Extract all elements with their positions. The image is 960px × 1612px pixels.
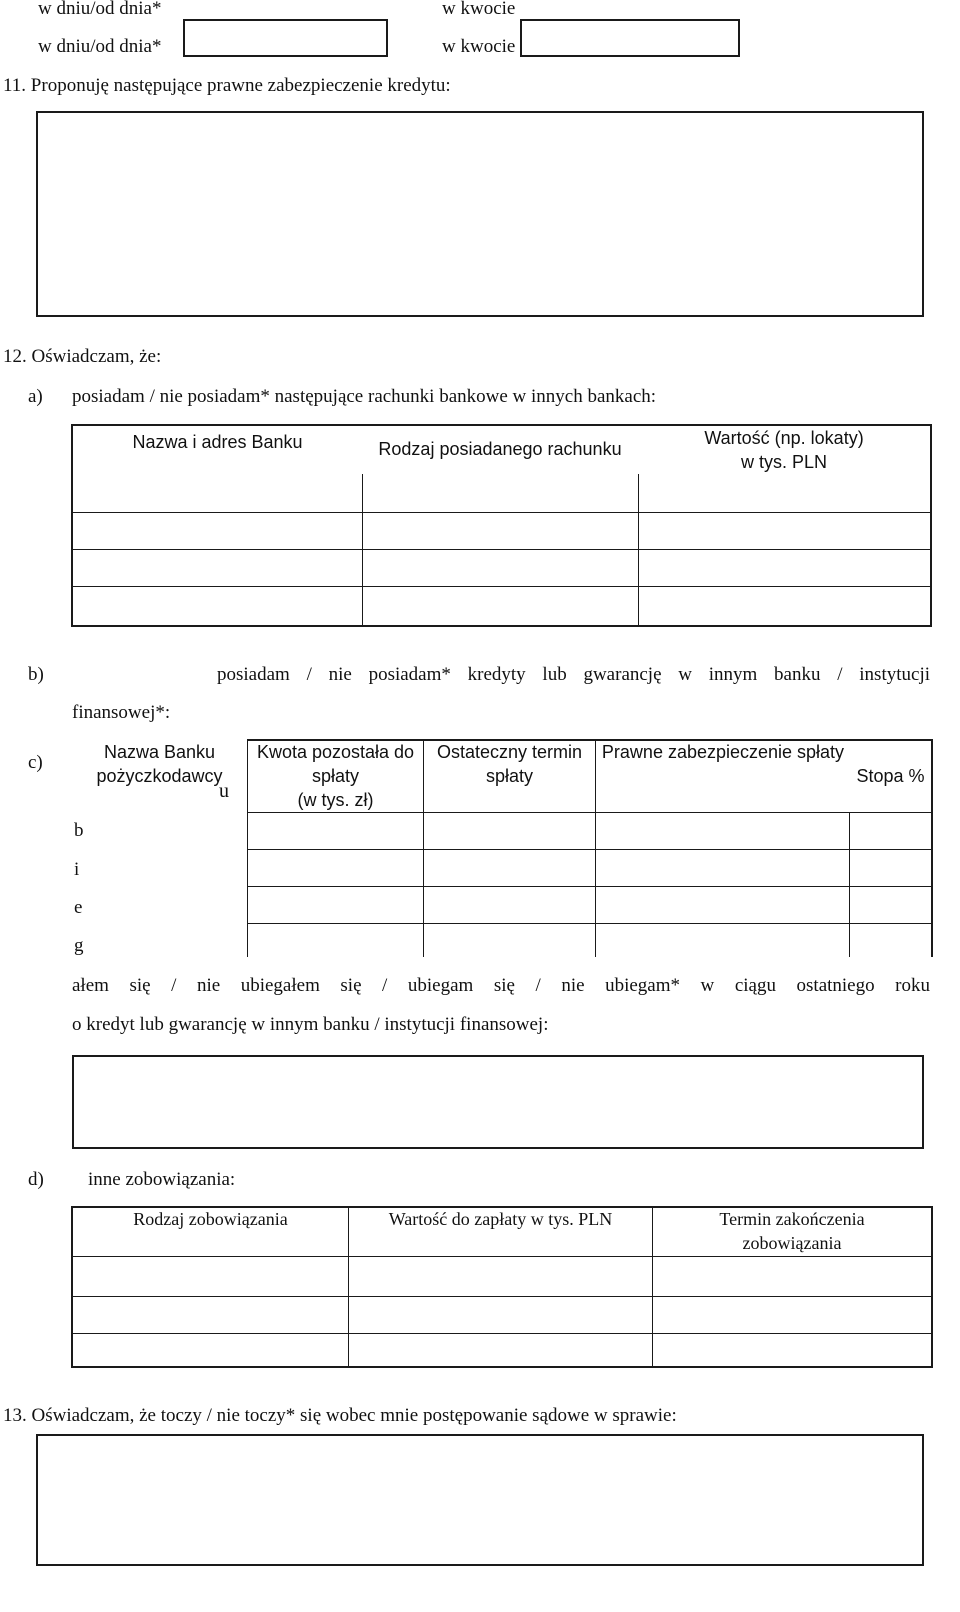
- credit-row-2-amount[interactable]: [248, 850, 423, 886]
- item-b-text: posiadam / nie posiadam* kredyty lub gwarancję w innym banku / instytucji: [217, 664, 930, 685]
- item-b-marker: b): [28, 664, 44, 685]
- header-value-unit: w tys. PLN: [740, 452, 828, 472]
- header-liability-end-2: zobowiązania: [742, 1233, 842, 1253]
- liability-row-3-value[interactable]: [349, 1334, 652, 1366]
- header-final-date: Ostateczny termin: [436, 742, 583, 762]
- header-liability-type: Rodzaj zobowiązania: [133, 1209, 288, 1229]
- account-row-2-type[interactable]: [363, 513, 638, 549]
- liability-row-3-end[interactable]: [653, 1334, 931, 1366]
- liability-row-2-end[interactable]: [653, 1297, 931, 1333]
- account-row-4-bank[interactable]: [73, 587, 362, 625]
- liability-row-2-type[interactable]: [73, 1297, 348, 1333]
- header-lender-name: Nazwa Banku: [103, 742, 216, 762]
- other-credits-textarea[interactable]: [72, 1055, 924, 1149]
- header-rate: Stopa %: [856, 766, 925, 786]
- section-13-heading: 13. Oświadczam, że toczy / nie toczy* się wobec mnie postępowanie sądowe w sprawie:: [3, 1405, 677, 1426]
- amount-field[interactable]: [520, 19, 740, 57]
- liability-row-1-type[interactable]: [73, 1257, 348, 1296]
- amount-label-2: w kwocie: [442, 36, 516, 57]
- header-security: Prawne zabezpieczenie spłaty: [601, 742, 845, 762]
- item-d-marker: d): [28, 1169, 44, 1190]
- credit-row-2-date[interactable]: [424, 850, 595, 886]
- section-11-heading: 11. Proponuję następujące prawne zabezpieczenie kredytu:: [3, 75, 451, 96]
- header-bank-name: Nazwa i adres Banku: [132, 432, 303, 452]
- header-final-date-2: spłaty: [485, 766, 534, 786]
- account-row-2-value[interactable]: [639, 513, 930, 549]
- liability-row-3-type[interactable]: [73, 1334, 348, 1366]
- item-c-marker: c): [28, 752, 43, 773]
- header-liability-value: Wartość do zapłaty w tys. PLN: [388, 1209, 613, 1229]
- account-row-4-value[interactable]: [639, 587, 930, 625]
- item-a-text: posiadam / nie posiadam* następujące rachunki bankowe w innych bankach:: [72, 386, 657, 407]
- stray-letter-i: i: [74, 859, 80, 880]
- item-c-text-cont: o kredyt lub gwarancję w innym banku / instytucji finansowej:: [72, 1014, 549, 1035]
- credit-row-2-security[interactable]: [596, 850, 849, 886]
- credit-row-2-rate[interactable]: [850, 850, 931, 886]
- item-c-text: ałem się / nie ubiegałem się / ubiegam się / nie ubiegam* w ciągu ostatniego roku: [72, 975, 930, 996]
- account-row-3-value[interactable]: [639, 550, 930, 586]
- credit-row-3-amount[interactable]: [248, 887, 423, 923]
- credit-row-1-amount[interactable]: [248, 813, 423, 849]
- credit-row-1-date[interactable]: [424, 813, 595, 849]
- account-row-3-type[interactable]: [363, 550, 638, 586]
- header-remaining-amount-2: spłaty: [311, 766, 360, 786]
- liability-row-2-value[interactable]: [349, 1297, 652, 1333]
- item-b-text-cont: finansowej*:: [72, 702, 171, 723]
- credit-row-3-security[interactable]: [596, 887, 849, 923]
- stray-letter-g: g: [74, 935, 84, 956]
- stray-letter-u: u: [219, 780, 229, 802]
- header-remaining-amount: Kwota pozostała do: [256, 742, 415, 762]
- amount-label-1: w kwocie: [442, 0, 516, 19]
- liability-row-1-end[interactable]: [653, 1257, 931, 1296]
- header-account-type: Rodzaj posiadanego rachunku: [378, 439, 622, 459]
- stray-letter-e: e: [74, 897, 83, 918]
- account-row-1-type[interactable]: [363, 475, 638, 511]
- court-proceedings-textarea[interactable]: [36, 1434, 924, 1566]
- collateral-textarea[interactable]: [36, 111, 924, 317]
- header-value: Wartość (np. lokaty): [704, 428, 864, 448]
- account-row-1-bank[interactable]: [73, 475, 362, 511]
- date-from-label-1: w dniu/od dnia*: [38, 0, 162, 19]
- date-from-label-2: w dniu/od dnia*: [38, 36, 162, 57]
- credit-row-1-rate[interactable]: [850, 813, 931, 849]
- item-d-text: inne zobowiązania:: [88, 1169, 236, 1190]
- header-lender-name-2: pożyczkodawcy: [96, 766, 223, 786]
- item-a-marker: a): [28, 386, 43, 407]
- header-liability-end: Termin zakończenia: [719, 1209, 865, 1229]
- account-row-2-bank[interactable]: [73, 513, 362, 549]
- account-row-4-type[interactable]: [363, 587, 638, 625]
- credit-row-3-date[interactable]: [424, 887, 595, 923]
- account-row-1-value[interactable]: [639, 475, 930, 511]
- date-from-field[interactable]: [183, 19, 388, 57]
- credit-row-3-rate[interactable]: [850, 887, 931, 923]
- account-row-3-bank[interactable]: [73, 550, 362, 586]
- section-12-heading: 12. Oświadczam, że:: [3, 346, 162, 367]
- stray-letter-b: b: [74, 820, 84, 841]
- header-remaining-amount-unit: (w tys. zł): [297, 790, 374, 810]
- credit-row-1-security[interactable]: [596, 813, 849, 849]
- liability-row-1-value[interactable]: [349, 1257, 652, 1296]
